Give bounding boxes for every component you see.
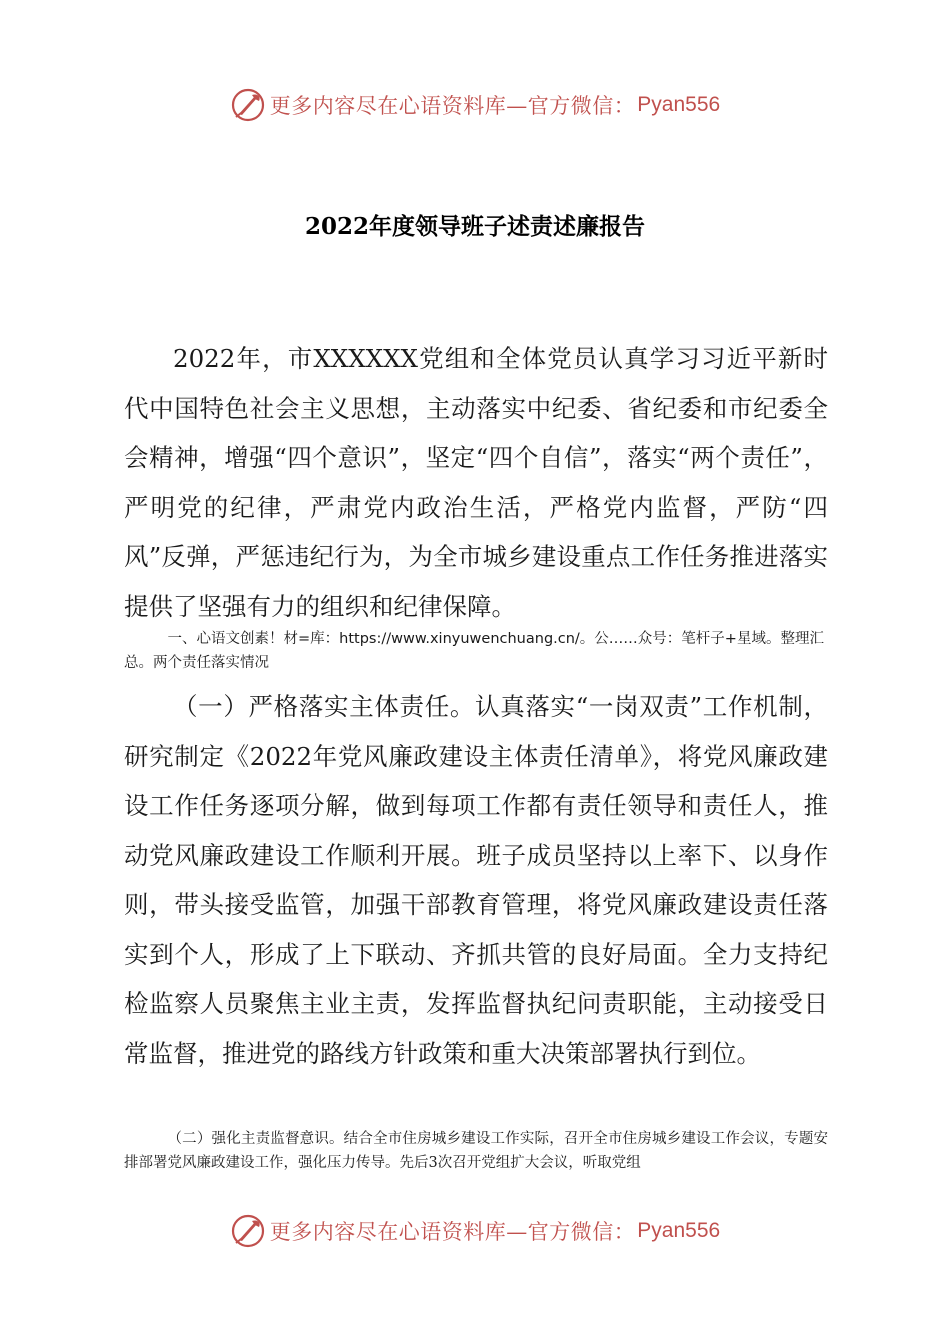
quill-logo-icon (230, 1213, 266, 1249)
section-heading-note: 一、心语文创素！材=库：https://www.xinyuwenchuang.cn/。公……众号：笔杆子+星域。整理汇总。两个责任落实情况 (124, 631, 824, 671)
document-title: 2022年度领导班子述责述廉报告 (304, 213, 645, 240)
banner-text: 更多内容尽在心语资料库—官方微信： (269, 1220, 636, 1244)
paragraph-main-responsibility: （一）严格落实主体责任。认真落实“一岗双责”工作机制，研究制定《2022年党风廉政建设主体责任清单》，将党风廉政建设工作任务逐项分解，做到每项工作都有责任领导和责任人，推动党风廉政建设工作顺利开展。班子成员坚持以上率下、以身作则，带头接受监管，加强干部教育管理，将党风廉政建设责任落实到个人，形成了上下联动、齐抓共管的良好局面。全力支持纪检监察人员聚焦主业主责，发挥监督执纪问责职能，主动接受日常监督，推进党的路线方针政策和重大决策部署执行到位。 (124, 692, 828, 1068)
header-watermark-banner (0, 82, 950, 128)
quill-logo-icon (230, 87, 266, 123)
banner-wechat-id: Pyan556 (637, 93, 721, 116)
footer-watermark-banner (0, 1208, 950, 1254)
paragraph-supervision-awareness: （二）强化主责监督意识。结合全市住房城乡建设工作实际，召开全市住房城乡建设工作会议，专题安排部署党风廉政建设工作，强化压力传导。先后3次召开党组扩大会议，听取党组 (124, 1131, 828, 1171)
banner-text: 更多内容尽在心语资料库—官方微信： (269, 94, 636, 118)
banner-wechat-id: Pyan556 (637, 1219, 721, 1242)
intro-paragraph: 2022年，市XXXXXX党组和全体党员认真学习习近平新时代中国特色社会主义思想，主动落实中纪委、省纪委和市纪委全会精神，增强“四个意识”，坚定“四个自信”，落实“两个责任”，严明党的纪律，严肃党内政治生活，严格党内监督，严防“四风”反弹，严惩违纪行为，为全市城乡建设重点工作任务推进落实提供了坚强有力的组织和纪律保障。 (124, 344, 828, 621)
